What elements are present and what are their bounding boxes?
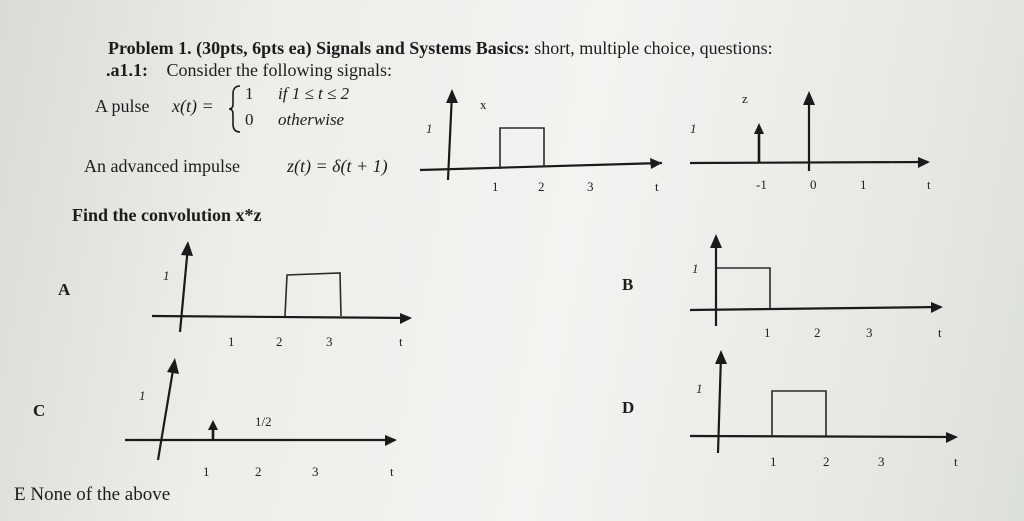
- plot-x-t-arrow: [650, 158, 662, 169]
- option-a-letter: A: [58, 280, 71, 299]
- problem-header: [108, 38, 773, 59]
- pulse-case2-value: 0: [245, 110, 254, 129]
- option-a-amp: 1: [163, 268, 170, 283]
- option-c-tick-2: 2: [255, 464, 262, 479]
- option-a-tick-2: 2: [276, 334, 283, 349]
- plot-z-y-arrow: [803, 91, 815, 105]
- plot-x-axis-label: t: [655, 179, 659, 194]
- option-a[interactable]: [50, 232, 420, 352]
- impulse-formula: z(t) = δ(t + 1): [287, 156, 388, 176]
- plot-x-tick-1: 1: [492, 179, 499, 194]
- option-d-tick-3: 3: [878, 454, 885, 469]
- option-d-pulse: [772, 391, 826, 436]
- problem-title: Problem 1. (30pts, 6pts ea) Signals and Systems Basics:: [108, 38, 530, 58]
- option-a-axis-label: t: [399, 334, 403, 349]
- plot-z-t-arrow: [918, 157, 930, 168]
- option-b-letter: B: [622, 275, 634, 294]
- option-d-y-arrow: [715, 350, 727, 364]
- plot-z-tick-1: 1: [860, 177, 867, 192]
- question-intro: Consider the following signals:: [166, 60, 392, 80]
- option-c-y-axis: [158, 364, 174, 460]
- option-b-t-arrow: [931, 302, 943, 313]
- option-c-amp: 1: [139, 388, 146, 403]
- option-a-tick-1: 1: [228, 334, 235, 349]
- option-b-t-axis: [690, 307, 940, 310]
- option-d-tick-1: 1: [770, 454, 777, 469]
- option-c-letter: C: [33, 401, 46, 420]
- plot-x-amp: 1: [426, 121, 433, 136]
- option-e[interactable]: E None of the above: [14, 484, 171, 505]
- plot-x-t-axis: [420, 163, 662, 170]
- option-d-axis-label: t: [954, 454, 958, 469]
- option-d-t-axis: [690, 436, 955, 437]
- option-d-t-arrow: [946, 432, 958, 443]
- question-line: [106, 60, 392, 81]
- plot-z-tick-0: 0: [810, 177, 817, 192]
- option-d-amp: 1: [696, 381, 703, 396]
- plot-x-y-axis: [448, 93, 452, 180]
- option-a-t-arrow: [400, 313, 412, 324]
- option-c-t-arrow: [385, 435, 397, 446]
- pulse-case1-cond: if 1 ≤ t ≤ 2: [278, 84, 350, 103]
- option-a-t-axis: [152, 316, 410, 318]
- option-b[interactable]: [610, 228, 960, 348]
- option-a-tick-3: 3: [326, 334, 333, 349]
- pulse-brace: [228, 84, 244, 134]
- option-a-y-arrow: [181, 241, 193, 256]
- option-b-tick-1: 1: [764, 325, 771, 340]
- plot-x: [400, 85, 670, 200]
- plot-z-amp: 1: [690, 121, 697, 136]
- option-c[interactable]: [25, 352, 405, 484]
- plot-z-axis-label: t: [927, 177, 931, 192]
- pulse-case1-value: 1: [245, 84, 254, 103]
- option-d-tick-2: 2: [823, 454, 830, 469]
- option-b-pulse: [716, 268, 770, 309]
- option-c-axis-label: t: [390, 464, 394, 479]
- plot-x-tick-2: 2: [538, 179, 545, 194]
- option-b-amp: 1: [692, 261, 699, 276]
- option-b-tick-3: 3: [866, 325, 873, 340]
- option-a-pulse: [285, 273, 341, 316]
- impulse-label: An advanced impulse: [84, 156, 240, 176]
- option-b-y-arrow: [710, 234, 722, 248]
- option-d-letter: D: [622, 398, 635, 417]
- plot-x-y-arrow: [446, 89, 458, 103]
- problem-subtitle: short, multiple choice, questions:: [534, 38, 773, 58]
- question-text: Find the convolution x*z: [72, 205, 262, 225]
- plot-z-tick-neg1: -1: [756, 177, 767, 192]
- question-id: .a1.1:: [106, 60, 148, 80]
- plot-x-pulse: [500, 128, 544, 169]
- option-c-tick-1: 1: [203, 464, 210, 479]
- option-a-y-axis: [180, 246, 188, 332]
- option-c-half-impulse-arrow: [208, 420, 218, 430]
- option-b-tick-2: 2: [814, 325, 821, 340]
- option-c-half-label: 1/2: [255, 414, 272, 429]
- pulse-label: A pulse: [95, 96, 150, 116]
- plot-x-name: x: [480, 97, 487, 112]
- plot-z-impulse-arrow: [754, 123, 764, 134]
- plot-z: [680, 85, 940, 200]
- plot-x-tick-3: 3: [587, 179, 594, 194]
- plot-z-name: z: [742, 91, 748, 106]
- option-c-tick-3: 3: [312, 464, 319, 479]
- pulse-lhs: x(t) =: [172, 96, 214, 116]
- pulse-case2-cond: otherwise: [278, 110, 345, 129]
- option-d[interactable]: [610, 345, 970, 475]
- option-b-axis-label: t: [938, 325, 942, 340]
- option-d-y-axis: [718, 355, 721, 453]
- option-c-y-arrow: [167, 358, 179, 374]
